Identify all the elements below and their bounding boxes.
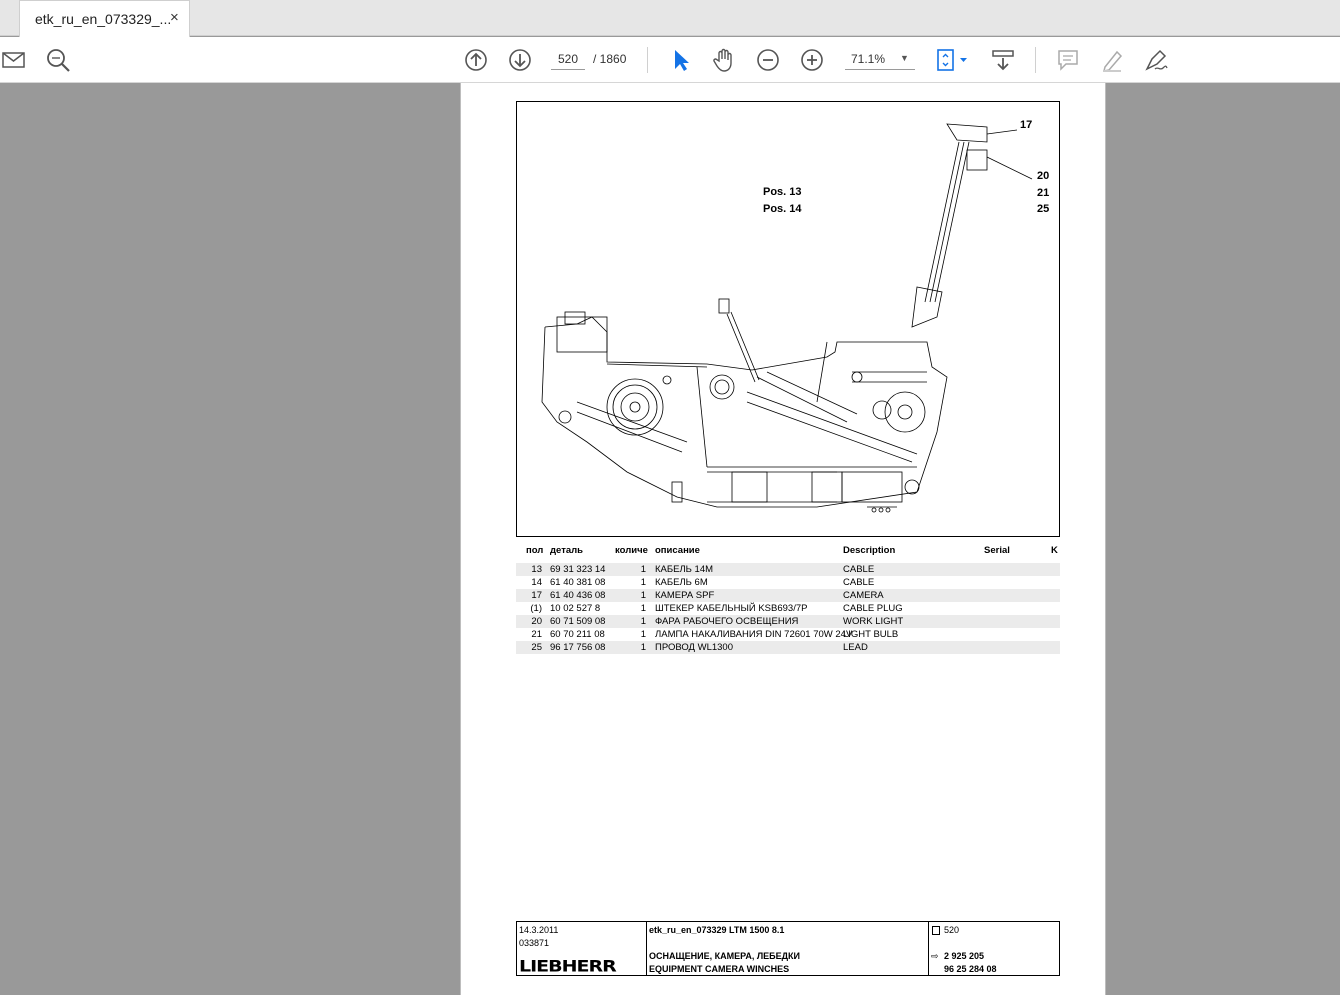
cell-pos: 14	[531, 577, 542, 588]
table-row	[516, 615, 1060, 628]
cell-en: CABLE PLUG	[843, 603, 903, 614]
cell-pos: 20	[531, 616, 542, 627]
page-total: / 1860	[593, 52, 627, 66]
page-number: 520	[944, 925, 960, 935]
zoom-out-icon[interactable]	[755, 47, 781, 73]
title-block-center	[647, 922, 929, 975]
comment-icon[interactable]	[1055, 47, 1081, 73]
title-russian: ОСНАЩЕНИЕ, КАМЕРА, ЛЕБЕДКИ	[649, 951, 801, 961]
table-row	[516, 628, 1060, 641]
cell-en: CAMERA	[843, 590, 884, 601]
cell-pos: 13	[531, 564, 542, 575]
title-block	[516, 921, 1060, 976]
reference-2: 96 25 284 08	[944, 964, 997, 974]
header-qty: количе	[615, 545, 648, 556]
document-id: etk_ru_en_073329 LTM 1500 8.1	[649, 925, 785, 935]
callout-17: 17	[1020, 119, 1033, 131]
close-tab-icon[interactable]: ×	[170, 9, 179, 26]
cell-qty: 1	[640, 603, 646, 614]
toolbar	[0, 37, 1340, 83]
title-block-left	[517, 922, 647, 975]
cell-qty: 1	[640, 642, 646, 653]
cell-part: 96 17 756 08	[550, 642, 606, 653]
search-zoom-icon[interactable]	[45, 47, 71, 73]
title-english: EQUIPMENT CAMERA WINCHES	[649, 964, 790, 974]
table-row	[516, 602, 1060, 615]
crane-chassis-illustration	[517, 102, 1059, 536]
header-pos: пол	[526, 545, 544, 556]
cell-part: 10 02 527 8	[550, 603, 601, 614]
zoom-value: 71.1%	[851, 52, 886, 66]
prev-page-icon[interactable]	[463, 47, 489, 73]
cell-ru: ЛАМПА НАКАЛИВАНИЯ DIN 72601 70W 24V	[655, 629, 853, 640]
cell-qty: 1	[640, 577, 646, 588]
cell-qty: 1	[640, 629, 646, 640]
header-en: Description	[843, 545, 896, 556]
hand-tool-icon[interactable]	[711, 47, 737, 73]
cell-ru: ШТЕКЕР КАБЕЛЬНЫЙ KSB693/7P	[655, 603, 808, 614]
cell-en: WORK LIGHT	[843, 616, 904, 627]
page-number-input[interactable]	[551, 48, 585, 70]
header-serial: Serial	[984, 545, 1010, 556]
cell-en: LIGHT BULB	[843, 629, 899, 640]
header-ru: описание	[655, 545, 700, 556]
sign-icon[interactable]	[1143, 47, 1169, 73]
tab-bar	[0, 0, 1340, 36]
liebherr-logo: LIEBHERR	[519, 957, 616, 976]
reference-1: 2 925 205	[944, 951, 985, 961]
position-label-13: Pos. 13	[763, 186, 802, 198]
mail-icon[interactable]	[1, 47, 27, 73]
fit-page-icon[interactable]	[935, 47, 969, 73]
select-pointer-icon[interactable]	[668, 47, 694, 73]
cell-qty: 1	[640, 616, 646, 627]
highlight-pen-icon[interactable]	[1099, 47, 1125, 73]
scroll-mode-icon[interactable]	[990, 47, 1016, 73]
table-row	[516, 563, 1060, 576]
cell-part: 69 31 323 14	[550, 564, 606, 575]
cell-pos: 25	[531, 642, 542, 653]
cell-ru: ПРОВОД WL1300	[655, 642, 734, 653]
cell-qty: 1	[640, 590, 646, 601]
reference-arrow-icon: ⇨	[931, 951, 939, 961]
cell-ru: КАБЕЛЬ 6M	[655, 577, 708, 588]
chevron-down-icon: ▼	[900, 53, 909, 63]
cell-part: 60 70 211 08	[550, 629, 605, 640]
tab-title: etk_ru_en_073329_...	[35, 11, 172, 27]
toolbar-divider	[647, 47, 648, 73]
cell-ru: КАБЕЛЬ 14M	[655, 564, 714, 575]
cell-pos: (1)	[530, 603, 542, 614]
cell-part: 61 40 436 08	[550, 590, 606, 601]
header-k: K	[1051, 545, 1058, 556]
next-page-icon[interactable]	[507, 47, 533, 73]
header-part: деталь	[550, 545, 583, 556]
toolbar-divider	[1035, 47, 1036, 73]
cell-part: 61 40 381 08	[550, 577, 606, 588]
cell-en: CABLE	[843, 564, 875, 575]
table-row	[516, 576, 1060, 589]
parts-drawing	[516, 101, 1060, 537]
page-icon	[932, 926, 940, 935]
document-tab[interactable]	[19, 0, 190, 37]
cell-pos: 21	[531, 629, 542, 640]
print-date: 14.3.2011	[519, 925, 559, 935]
table-row	[516, 589, 1060, 602]
cell-en: LEAD	[843, 642, 868, 653]
cell-pos: 17	[531, 590, 542, 601]
title-block-right	[929, 922, 1059, 975]
zoom-in-icon[interactable]	[799, 47, 825, 73]
zoom-select[interactable]	[845, 48, 915, 70]
position-label-14: Pos. 14	[763, 203, 802, 215]
doc-code: 033871	[519, 938, 550, 948]
callout-21: 21	[1037, 187, 1050, 199]
document-page	[460, 83, 1106, 995]
table-row	[516, 641, 1060, 654]
cell-ru: КАМЕРА SPF	[655, 590, 715, 601]
cell-qty: 1	[640, 564, 646, 575]
cell-ru: ФАРА РАБОЧЕГО ОСВЕЩЕНИЯ	[655, 616, 799, 627]
callout-25: 25	[1037, 203, 1050, 215]
cell-part: 60 71 509 08	[550, 616, 606, 627]
cell-en: CABLE	[843, 577, 875, 588]
callout-20: 20	[1037, 170, 1050, 182]
